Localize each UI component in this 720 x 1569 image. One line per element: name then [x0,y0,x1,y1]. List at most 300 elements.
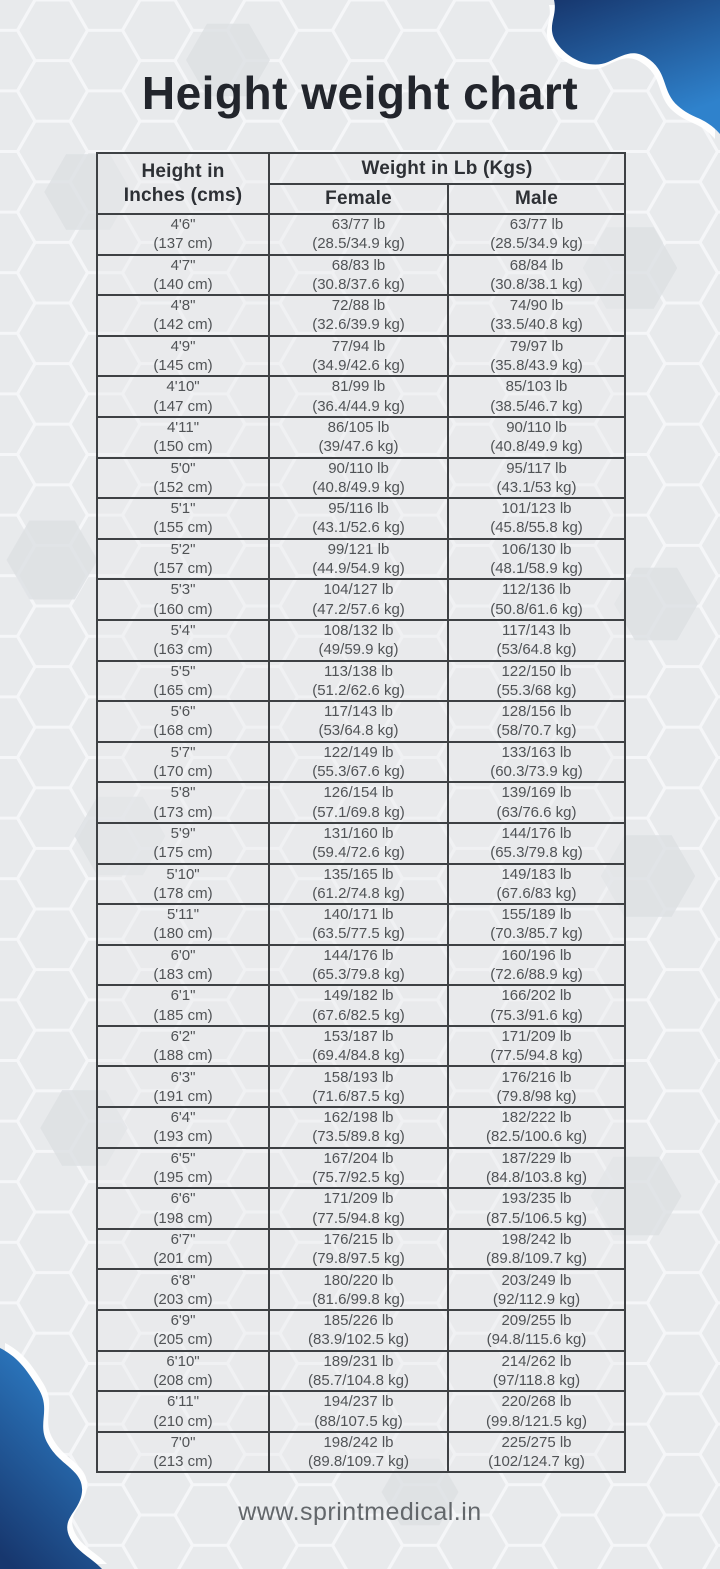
value-primary: 6'2" [170,1027,196,1045]
value-primary: 86/105 lb [327,419,390,437]
value-primary: 5'2" [170,540,196,558]
height-cell [97,1188,269,1229]
value-primary: 140/171 lb [323,906,394,924]
height-cell [97,823,269,864]
value-primary: 171/209 lb [323,1190,394,1208]
female-weight-cell [269,255,448,296]
value-primary: 5'4" [170,622,196,640]
value-secondary: (39/47.6 kg) [318,438,399,456]
value-secondary: (140 cm) [153,275,213,293]
value-secondary: (87.5/106.5 kg) [486,1209,587,1227]
table-header-row-group [97,153,625,184]
value-primary: 4'9" [170,337,196,355]
table-row [97,1432,625,1473]
female-weight-cell [269,1026,448,1067]
value-secondary: (45.8/55.8 kg) [490,519,583,537]
male-weight-cell [448,295,625,336]
value-secondary: (28.5/34.9 kg) [490,235,583,253]
table-row [97,498,625,539]
value-secondary: (150 cm) [153,438,213,456]
value-primary: 189/231 lb [323,1352,394,1370]
height-weight-table [96,152,626,1473]
table-row [97,417,625,458]
height-cell [97,458,269,499]
value-primary: 160/196 lb [501,946,572,964]
value-primary: 6'9" [170,1312,196,1330]
value-secondary: (33.5/40.8 kg) [490,316,583,334]
female-weight-cell [269,539,448,580]
height-cell [97,864,269,905]
value-secondary: (193 cm) [153,1128,213,1146]
value-secondary: (40.8/49.9 kg) [312,478,405,496]
value-secondary: (32.6/39.9 kg) [312,316,405,334]
header-height-line2: Inches (cms) [123,184,243,206]
table-row [97,1066,625,1107]
value-primary: 194/237 lb [323,1393,394,1411]
value-primary: 90/110 lb [328,459,389,477]
height-cell [97,1351,269,1392]
value-primary: 77/94 lb [331,337,386,355]
value-primary: 106/130 lb [501,540,572,558]
value-primary: 176/215 lb [323,1230,394,1248]
value-secondary: (85.7/104.8 kg) [308,1371,409,1389]
value-secondary: (75.7/92.5 kg) [312,1168,405,1186]
value-primary: 95/117 lb [506,459,567,477]
value-primary: 6'7" [170,1230,196,1248]
value-secondary: (191 cm) [153,1087,213,1105]
value-primary: 198/242 lb [323,1433,394,1451]
value-secondary: (97/118.8 kg) [492,1371,581,1389]
male-weight-cell [448,1391,625,1432]
female-weight-cell [269,1310,448,1351]
value-secondary: (81.6/99.8 kg) [312,1290,405,1308]
height-cell [97,945,269,986]
header-female-column: Female [269,184,448,214]
value-primary: 5'5" [170,662,196,680]
value-secondary: (70.3/85.7 kg) [490,925,583,943]
value-secondary: (163 cm) [153,641,213,659]
table-row [97,661,625,702]
value-secondary: (65.3/79.8 kg) [312,965,405,983]
table-row [97,579,625,620]
height-cell [97,539,269,580]
male-weight-cell [448,539,625,580]
value-primary: 5'6" [170,703,196,721]
value-secondary: (34.9/42.6 kg) [312,357,405,375]
header-height-line1: Height in [141,160,225,182]
female-weight-cell [269,579,448,620]
height-cell [97,336,269,377]
male-weight-cell [448,458,625,499]
female-weight-cell [269,782,448,823]
male-weight-cell [448,498,625,539]
height-cell [97,1066,269,1107]
value-secondary: (61.2/74.8 kg) [312,884,405,902]
value-secondary: (205 cm) [153,1331,213,1349]
male-weight-cell [448,1026,625,1067]
table-row [97,904,625,945]
male-weight-cell [448,742,625,783]
value-primary: 203/249 lb [501,1271,572,1289]
female-weight-cell [269,458,448,499]
value-secondary: (170 cm) [153,763,213,781]
value-primary: 133/163 lb [501,743,572,761]
header-weight-group: Weight in Lb (Kgs) [269,153,625,184]
value-secondary: (188 cm) [153,1047,213,1065]
value-secondary: (58/70.7 kg) [496,722,577,740]
value-secondary: (185 cm) [153,1006,213,1024]
table-row [97,1310,625,1351]
value-secondary: (55.3/68 kg) [496,681,577,699]
female-weight-cell [269,1188,448,1229]
female-weight-cell [269,1351,448,1392]
value-primary: 5'11" [166,906,200,924]
male-weight-cell [448,255,625,296]
value-secondary: (89.8/109.7 kg) [308,1453,409,1471]
value-primary: 139/169 lb [501,784,572,802]
value-primary: 5'1" [170,500,196,518]
male-weight-cell [448,1148,625,1189]
male-weight-cell [448,823,625,864]
value-secondary: (28.5/34.9 kg) [312,235,405,253]
height-cell [97,579,269,620]
value-primary: 5'7" [170,743,196,761]
female-weight-cell [269,1432,448,1473]
value-secondary: (213 cm) [153,1453,213,1471]
value-primary: 5'3" [170,581,196,599]
value-primary: 117/143 lb [324,703,393,721]
value-primary: 153/187 lb [323,1027,394,1045]
female-weight-cell [269,336,448,377]
value-primary: 144/176 lb [501,825,572,843]
female-weight-cell [269,1229,448,1270]
value-secondary: (195 cm) [153,1168,213,1186]
height-cell [97,255,269,296]
height-cell [97,1432,269,1473]
value-secondary: (53/64.8 kg) [318,722,399,740]
value-primary: 112/136 lb [502,581,571,599]
value-primary: 131/160 lb [323,825,394,843]
value-primary: 149/183 lb [501,865,572,883]
male-weight-cell [448,1351,625,1392]
height-cell [97,1391,269,1432]
height-cell [97,742,269,783]
value-secondary: (60.3/73.9 kg) [490,763,583,781]
female-weight-cell [269,823,448,864]
value-primary: 6'11" [166,1393,200,1411]
value-secondary: (72.6/88.9 kg) [490,965,583,983]
height-cell [97,295,269,336]
male-weight-cell [448,417,625,458]
table-row [97,620,625,661]
table-row [97,295,625,336]
value-primary: 5'0" [170,459,196,477]
value-primary: 144/176 lb [323,946,394,964]
value-secondary: (75.3/91.6 kg) [490,1006,583,1024]
value-primary: 155/189 lb [501,906,572,924]
value-secondary: (88/107.5 kg) [314,1412,403,1430]
value-primary: 122/149 lb [323,743,394,761]
value-secondary: (210 cm) [153,1412,213,1430]
value-primary: 166/202 lb [501,987,572,1005]
value-primary: 113/138 lb [324,662,393,680]
value-secondary: (59.4/72.6 kg) [312,844,405,862]
height-cell [97,904,269,945]
height-cell [97,782,269,823]
value-secondary: (203 cm) [153,1290,213,1308]
value-primary: 68/84 lb [509,256,564,274]
value-primary: 158/193 lb [323,1068,394,1086]
value-secondary: (69.4/84.8 kg) [312,1047,405,1065]
value-secondary: (38.5/46.7 kg) [490,397,583,415]
header-height-column [97,153,269,214]
male-weight-cell [448,1310,625,1351]
value-secondary: (44.9/54.9 kg) [312,560,405,578]
value-secondary: (175 cm) [153,844,213,862]
male-weight-cell [448,214,625,255]
value-secondary: (35.8/43.9 kg) [490,357,583,375]
table-row [97,823,625,864]
height-cell [97,498,269,539]
male-weight-cell [448,904,625,945]
male-weight-cell [448,945,625,986]
value-secondary: (51.2/62.6 kg) [312,681,405,699]
height-cell [97,620,269,661]
height-cell [97,1026,269,1067]
table-row [97,1229,625,1270]
value-secondary: (99.8/121.5 kg) [486,1412,587,1430]
female-weight-cell [269,1391,448,1432]
value-secondary: (30.8/37.6 kg) [312,275,405,293]
value-secondary: (142 cm) [153,316,213,334]
table-row [97,1188,625,1229]
value-primary: 4'8" [170,297,196,315]
value-secondary: (165 cm) [153,681,213,699]
table-row [97,376,625,417]
table-row [97,539,625,580]
value-secondary: (67.6/82.5 kg) [312,1006,405,1024]
value-secondary: (102/124.7 kg) [488,1453,585,1471]
female-weight-cell [269,864,448,905]
value-secondary: (89.8/109.7 kg) [486,1250,587,1268]
value-primary: 167/204 lb [323,1149,394,1167]
female-weight-cell [269,701,448,742]
value-primary: 117/143 lb [502,622,571,640]
female-weight-cell [269,661,448,702]
value-primary: 220/268 lb [501,1393,572,1411]
value-secondary: (173 cm) [153,803,213,821]
value-secondary: (73.5/89.8 kg) [312,1128,405,1146]
value-primary: 5'8" [170,784,196,802]
male-weight-cell [448,336,625,377]
value-secondary: (30.8/38.1 kg) [490,275,583,293]
female-weight-cell [269,620,448,661]
value-primary: 4'11" [166,419,200,437]
table-row [97,945,625,986]
value-primary: 182/222 lb [501,1109,572,1127]
value-secondary: (77.5/94.8 kg) [490,1047,583,1065]
value-primary: 90/110 lb [506,419,567,437]
female-weight-cell [269,376,448,417]
value-secondary: (183 cm) [153,965,213,983]
value-secondary: (43.1/52.6 kg) [312,519,405,537]
table-row [97,742,625,783]
value-primary: 149/182 lb [323,987,394,1005]
value-primary: 162/198 lb [323,1109,394,1127]
female-weight-cell [269,945,448,986]
value-primary: 74/90 lb [509,297,564,315]
value-primary: 4'7" [170,256,196,274]
value-secondary: (180 cm) [153,925,213,943]
male-weight-cell [448,782,625,823]
value-primary: 63/77 lb [509,216,564,234]
value-primary: 193/235 lb [501,1190,572,1208]
value-secondary: (84.8/103.8 kg) [486,1168,587,1186]
female-weight-cell [269,417,448,458]
table-row [97,864,625,905]
value-secondary: (92/112.9 kg) [492,1290,581,1308]
height-cell [97,1269,269,1310]
table-row [97,985,625,1026]
value-primary: 128/156 lb [501,703,572,721]
value-secondary: (36.4/44.9 kg) [312,397,405,415]
value-secondary: (145 cm) [153,357,213,375]
value-primary: 176/216 lb [501,1068,572,1086]
value-secondary: (47.2/57.6 kg) [312,600,405,618]
value-secondary: (43.1/53 kg) [496,478,577,496]
table-row [97,458,625,499]
value-secondary: (55.3/67.6 kg) [312,763,405,781]
height-cell [97,985,269,1026]
value-primary: 95/116 lb [328,500,389,518]
value-secondary: (79.8/97.5 kg) [312,1250,405,1268]
value-primary: 5'9" [170,825,196,843]
female-weight-cell [269,985,448,1026]
height-cell [97,376,269,417]
table-row [97,1351,625,1392]
value-secondary: (79.8/98 kg) [496,1087,577,1105]
value-primary: 68/83 lb [331,256,386,274]
female-weight-cell [269,1107,448,1148]
male-weight-cell [448,1269,625,1310]
male-weight-cell [448,1432,625,1473]
value-secondary: (49/59.9 kg) [318,641,399,659]
value-primary: 6'8" [170,1271,196,1289]
value-primary: 101/123 lb [501,500,572,518]
height-cell [97,417,269,458]
website-url: www.sprintmedical.in [238,1498,482,1526]
height-cell [97,661,269,702]
value-secondary: (50.8/61.6 kg) [490,600,583,618]
value-primary: 209/255 lb [501,1312,572,1330]
height-cell [97,1107,269,1148]
table-row [97,336,625,377]
value-primary: 135/165 lb [323,865,394,883]
value-primary: 81/99 lb [331,378,386,396]
height-cell [97,701,269,742]
value-primary: 225/275 lb [501,1433,572,1451]
value-secondary: (178 cm) [153,884,213,902]
value-primary: 108/132 lb [323,622,394,640]
value-primary: 5'10" [166,865,200,883]
female-weight-cell [269,498,448,539]
value-secondary: (53/64.8 kg) [496,641,577,659]
value-primary: 99/121 lb [327,540,390,558]
female-weight-cell [269,1066,448,1107]
value-primary: 187/229 lb [501,1149,572,1167]
page-title: Height weight chart [141,67,579,119]
value-secondary: (152 cm) [153,478,213,496]
value-secondary: (77.5/94.8 kg) [312,1209,405,1227]
male-weight-cell [448,661,625,702]
value-primary: 6'0" [170,946,196,964]
value-secondary: (65.3/79.8 kg) [490,844,583,862]
female-weight-cell [269,214,448,255]
table-row [97,1148,625,1189]
value-secondary: (201 cm) [153,1250,213,1268]
value-primary: 171/209 lb [501,1027,572,1045]
height-cell [97,214,269,255]
value-primary: 6'5" [170,1149,196,1167]
male-weight-cell [448,620,625,661]
table-row [97,782,625,823]
female-weight-cell [269,742,448,783]
table-row [97,701,625,742]
value-primary: 104/127 lb [323,581,394,599]
value-primary: 6'1" [170,987,196,1005]
male-weight-cell [448,1229,625,1270]
value-primary: 85/103 lb [505,378,568,396]
value-secondary: (198 cm) [153,1209,213,1227]
value-secondary: (48.1/58.9 kg) [490,560,583,578]
value-primary: 4'6" [170,216,196,234]
male-weight-cell [448,1188,625,1229]
value-secondary: (208 cm) [153,1371,213,1389]
value-primary: 6'3" [170,1068,196,1086]
value-primary: 6'4" [170,1109,196,1127]
value-primary: 122/150 lb [501,662,572,680]
value-secondary: (94.8/115.6 kg) [486,1331,587,1349]
value-secondary: (82.5/100.6 kg) [486,1128,587,1146]
value-primary: 214/262 lb [501,1352,572,1370]
male-weight-cell [448,701,625,742]
male-weight-cell [448,376,625,417]
value-secondary: (57.1/69.8 kg) [312,803,405,821]
value-primary: 63/77 lb [331,216,386,234]
table-row [97,1026,625,1067]
value-primary: 126/154 lb [323,784,394,802]
male-weight-cell [448,864,625,905]
value-primary: 180/220 lb [323,1271,394,1289]
table-row [97,1269,625,1310]
height-cell [97,1310,269,1351]
value-primary: 6'6" [170,1190,196,1208]
value-secondary: (157 cm) [153,560,213,578]
value-secondary: (67.6/83 kg) [496,884,577,902]
male-weight-cell [448,985,625,1026]
value-primary: 6'10" [166,1352,200,1370]
value-secondary: (147 cm) [153,397,213,415]
male-weight-cell [448,1107,625,1148]
female-weight-cell [269,1148,448,1189]
table-row [97,1391,625,1432]
male-weight-cell [448,579,625,620]
female-weight-cell [269,904,448,945]
value-secondary: (71.6/87.5 kg) [312,1087,405,1105]
value-secondary: (63.5/77.5 kg) [312,925,405,943]
header-male-column: Male [448,184,625,214]
value-primary: 7'0" [170,1433,196,1451]
